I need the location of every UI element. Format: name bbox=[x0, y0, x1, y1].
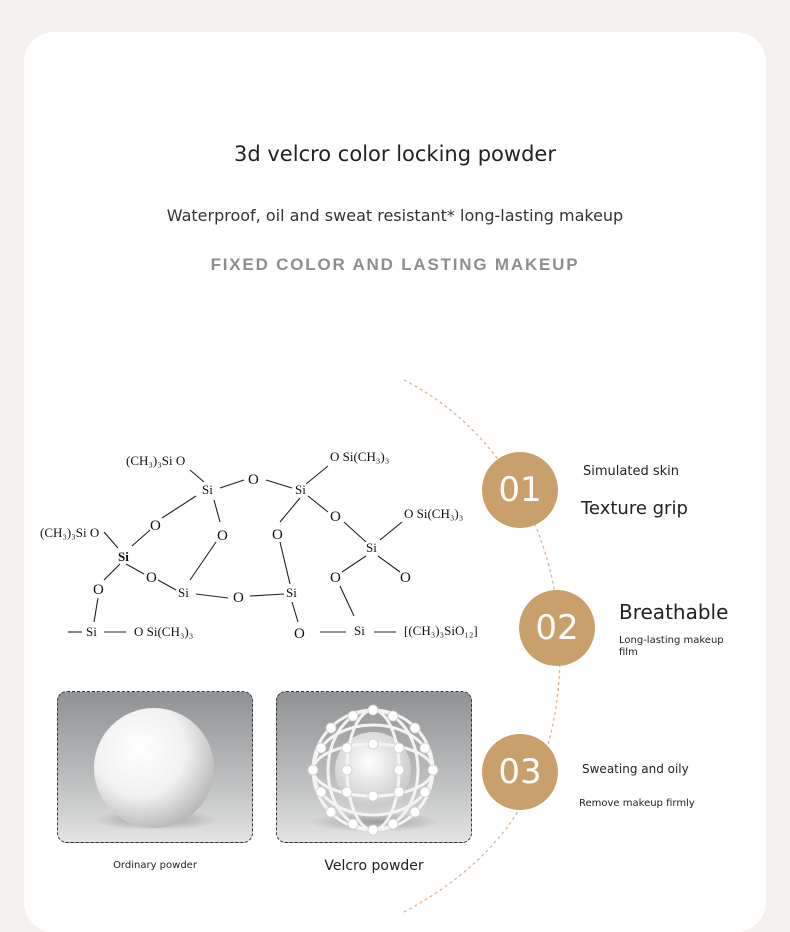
feature-2-big-label: Breathable bbox=[619, 600, 729, 624]
chem-label: O Si(CH₃)₃ bbox=[330, 449, 390, 464]
velcro-powder-caption: Velcro powder bbox=[324, 858, 424, 874]
velcro-powder-image bbox=[276, 691, 472, 843]
feature-3-small-label-2: Remove makeup firmly bbox=[579, 798, 695, 809]
o-atom: O bbox=[330, 509, 341, 525]
o-atom: O bbox=[150, 518, 161, 534]
o-atom: O bbox=[93, 582, 104, 598]
o-atom: O bbox=[400, 570, 411, 586]
o-atom: O bbox=[146, 570, 157, 586]
chem-label: O Si(CH₃)₃ bbox=[134, 624, 194, 639]
si-atom: Si bbox=[295, 482, 306, 497]
o-atom: O bbox=[217, 528, 228, 544]
feature-1-small-label: Simulated skin bbox=[583, 464, 679, 479]
si-atom: Si bbox=[354, 623, 365, 638]
feature-number-badge: 01 bbox=[482, 452, 558, 528]
feature-2-small-label: Long-lasting makeup film bbox=[619, 635, 724, 658]
si-atom: Si bbox=[366, 540, 377, 555]
o-atom: O bbox=[248, 472, 259, 488]
chem-label: O Si(CH₃)₃ bbox=[404, 506, 464, 521]
feature-1-big-label: Texture grip bbox=[581, 498, 688, 519]
feature-3-small-label: Sweating and oily bbox=[582, 762, 689, 776]
chem-label: (CH₃)₃Si O bbox=[40, 525, 100, 540]
tagline: FIXED COLOR AND LASTING MAKEUP bbox=[210, 255, 580, 274]
feature-number-badge: 03 bbox=[482, 734, 558, 810]
page-subtitle: Waterproof, oil and sweat resistant* long-lasting makeup bbox=[166, 206, 624, 225]
ordinary-powder-image bbox=[57, 691, 253, 843]
chem-label: (CH₃)₃Si O bbox=[126, 453, 186, 468]
si-atom: Si bbox=[86, 624, 97, 639]
o-atom: O bbox=[272, 527, 283, 543]
feature-number-badge: 02 bbox=[519, 590, 595, 666]
o-atom: O bbox=[233, 590, 244, 606]
si-atom: Si bbox=[178, 585, 189, 600]
si-atom: Si bbox=[202, 482, 213, 497]
si-atom: Si bbox=[286, 585, 297, 600]
o-atom: O bbox=[294, 626, 305, 642]
ordinary-powder-caption: Ordinary powder bbox=[113, 860, 197, 871]
page-title: 3d velcro color locking powder bbox=[234, 142, 556, 166]
chem-label: [(CH₃)₃SiO₁₂] bbox=[404, 623, 478, 638]
si-atom: Si bbox=[118, 549, 129, 564]
o-atom: O bbox=[330, 570, 341, 586]
